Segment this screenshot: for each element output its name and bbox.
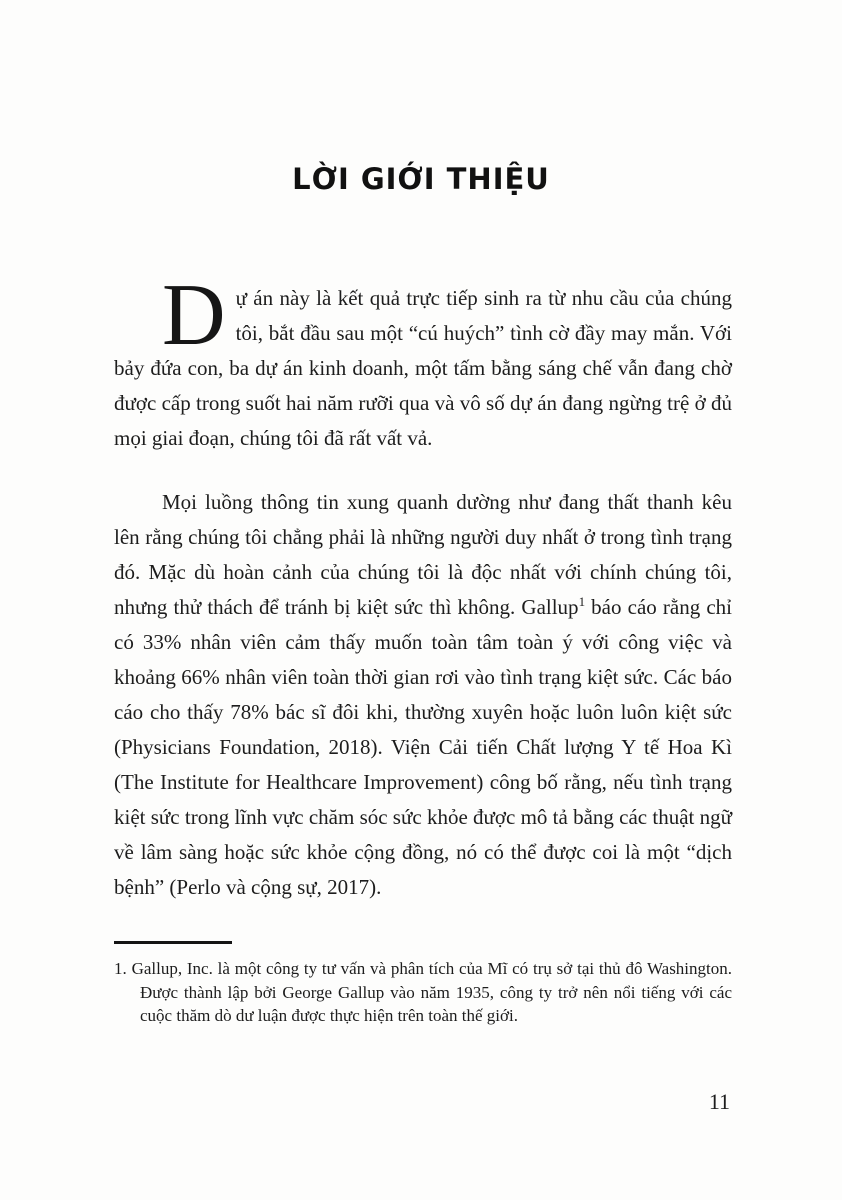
footnote-text: 1. Gallup, Inc. là một công ty tư vấn và phân tích của Mĩ có trụ sở tại thủ đô Washington. Được thành lập bởi George Gallup vào năm 1935, công ty trở nên nổi tiếng với các cuộc thăm dò dư luận được thực hiện trên toàn thế giới.	[114, 959, 732, 1025]
footnote-reference: 1	[578, 594, 586, 609]
chapter-title: LỜI GIỚI THIỆU	[292, 162, 550, 196]
paragraph-two-text-after-ref: báo cáo rằng chỉ có 33% nhân viên cảm thấy muốn toàn tâm toàn ý với công việc và khoảng 66% nhân viên toàn thời gian rơi vào tình trạng kiệt sức. Các báo cáo cho thấy 78% bác sĩ đôi khi, thường xuyên hoặc luôn luôn kiệt sức (Physicians Foundation, 2018). Viện Cải tiến Chất lượng Y tế Hoa Kì (The Institute for Healthcare Improvement) công bố rằng, nếu tình trạng kiệt sức trong lĩnh vực chăm sóc sức khỏe được mô tả bằng các thuật ngữ về lâm sàng hoặc sức khỏe cộng đồng, nó có thể được coi là một “dịch bệnh” (Perlo và cộng sự, 2017).	[114, 595, 732, 899]
body-text	[114, 267, 732, 1028]
page-number: 11	[708, 1089, 730, 1114]
paragraph-one-text: ự án này là kết quả trực tiếp sinh ra từ nhu cầu của chúng tôi, bắt đầu sau một “cú huých” tình cờ đầy may mắn. Với bảy đứa con, ba dự án kinh doanh, một tấm bằng sáng chế vẫn đang chờ được cấp trong suốt hai năm rưỡi qua và vô số dự án đang ngừng trệ ở đủ mọi giai đoạn, chúng tôi đã rất vất vả.	[114, 286, 732, 450]
paragraph-one	[114, 267, 732, 456]
footnote-section	[114, 941, 732, 1028]
footnote-separator-rule	[114, 941, 232, 944]
paragraph-two	[114, 485, 732, 905]
drop-cap: D	[162, 267, 226, 364]
paragraph-two-text-before-ref: Mọi luồng thông tin xung quanh dường như đang thất thanh kêu lên rằng chúng tôi chẳng phải là những người duy nhất ở trong tình trạng đó. Mặc dù hoàn cảnh của chúng tôi là độc nhất với chính chúng tôi, nhưng thử thách để tránh bị kiệt sức thì không. Gallup	[114, 490, 732, 619]
